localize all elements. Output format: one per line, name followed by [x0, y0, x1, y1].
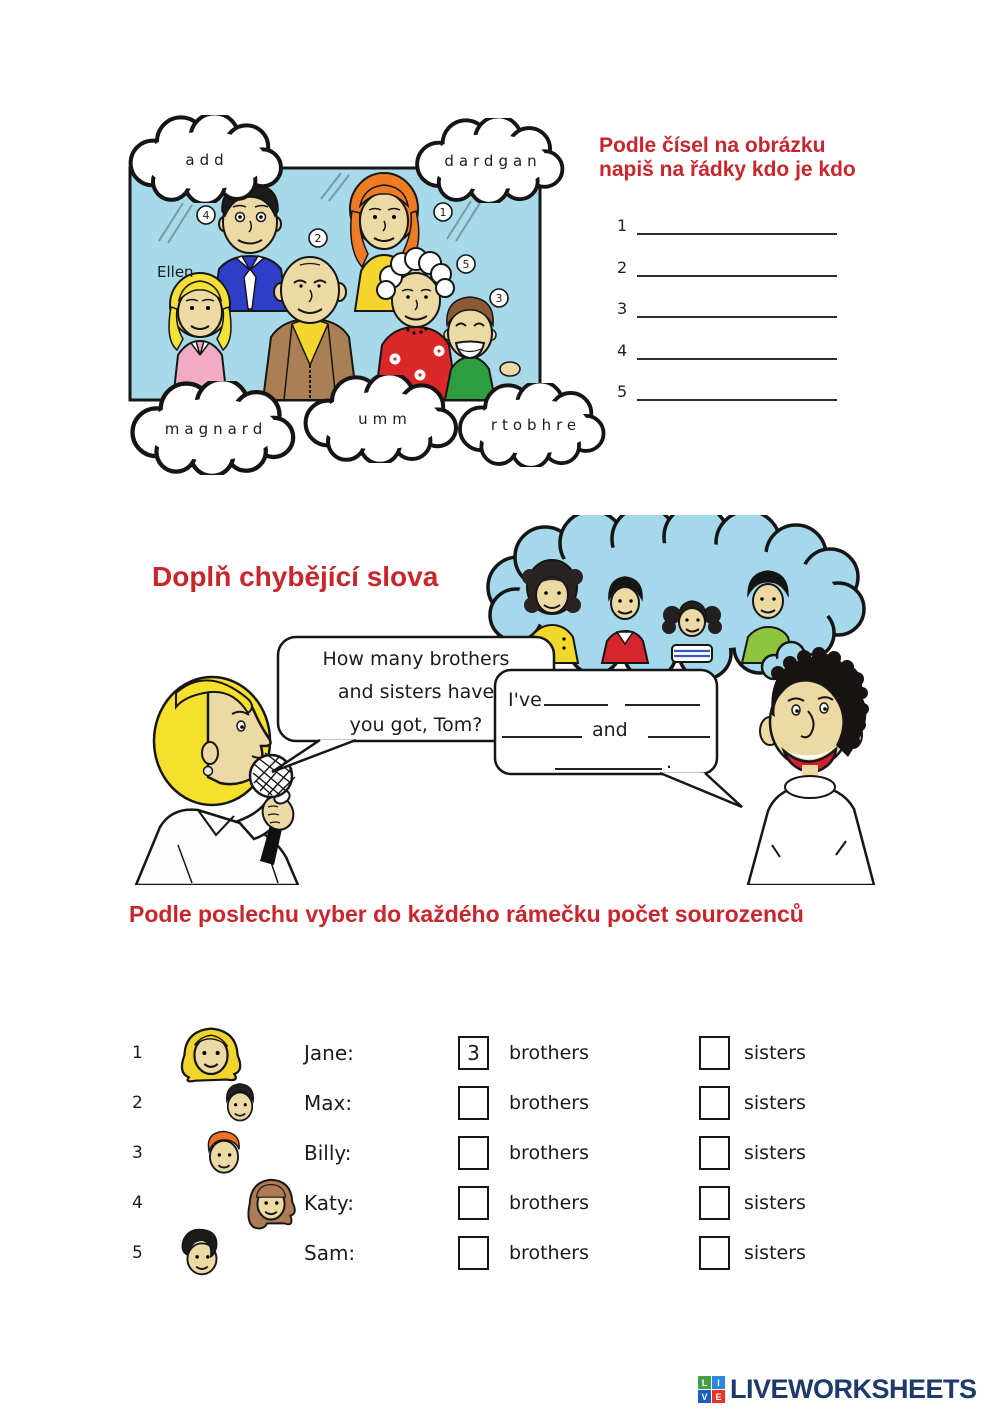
interview-illustration: [120, 515, 880, 885]
table-row-katy: [118, 1178, 898, 1228]
cloud-word-dardgan: dardgan: [444, 152, 542, 170]
answer-line-row-2: [617, 255, 837, 277]
ellen-figure: [169, 273, 231, 400]
sisters-count-box[interactable]: [699, 1236, 730, 1270]
cloud-word-umm: umm: [358, 410, 412, 428]
badge-number: 2: [314, 232, 322, 245]
answer-line-row-3: [617, 296, 837, 318]
question-line-1: How many brothers: [322, 648, 510, 670]
sisters-label: sisters: [744, 1042, 806, 1064]
family-photo-illustration: [115, 93, 627, 481]
table-row-jane: [118, 1028, 898, 1078]
listening-table: [118, 1028, 898, 1288]
row-number: 4: [132, 1193, 143, 1213]
sibling-sister-striped: [662, 601, 722, 662]
task2-heading: Doplň chybějící slova: [152, 561, 439, 592]
sam-face-icon: [170, 1223, 232, 1283]
answer-line-number: 2: [617, 258, 628, 277]
row-name: Jane:: [304, 1041, 354, 1065]
table-row-sam: [118, 1228, 898, 1278]
task1-instruction: [599, 134, 899, 182]
answer-line-blank-3[interactable]: [637, 296, 837, 318]
badge-number: 4: [202, 209, 210, 222]
sisters-count-box[interactable]: [699, 1036, 730, 1070]
sisters-label: sisters: [744, 1242, 806, 1264]
table-row-max: [118, 1078, 898, 1128]
brothers-count-box[interactable]: [458, 1086, 489, 1120]
answer-line-row-1: [617, 213, 837, 235]
brothers-label: brothers: [509, 1092, 589, 1114]
earring: [204, 767, 213, 776]
row-name: Sam:: [304, 1241, 356, 1265]
tom-figure: [748, 647, 874, 885]
answer-line-number: 1: [617, 216, 628, 235]
logo-letter: L: [698, 1376, 711, 1389]
answer-line-blank-4[interactable]: [637, 338, 837, 360]
answer-line-blank-1[interactable]: [637, 213, 837, 235]
logo-letter: I: [712, 1376, 725, 1389]
katy-face-icon: [240, 1173, 302, 1233]
row-number: 2: [132, 1093, 143, 1113]
row-name: Billy:: [304, 1141, 352, 1165]
logo-letter: V: [698, 1390, 711, 1403]
question-line-2: and sisters have: [337, 681, 495, 703]
sisters-label: sisters: [744, 1092, 806, 1114]
question-line-3: you got, Tom?: [349, 714, 483, 736]
sisters-count-box[interactable]: [699, 1136, 730, 1170]
answer-line-number: 3: [617, 299, 628, 318]
task1-instruction-line1: Podle čísel na obrázku: [599, 134, 826, 157]
badge-number: 3: [495, 292, 503, 305]
photo-label-ellen: Ellen: [157, 263, 194, 281]
sisters-label: sisters: [744, 1142, 806, 1164]
answer-line-number: 5: [617, 382, 628, 401]
logo-letter: E: [712, 1390, 725, 1403]
row-name: Katy:: [304, 1191, 354, 1215]
answer-line-blank-5[interactable]: [637, 379, 837, 401]
answer-bubble: [495, 670, 742, 807]
max-face-icon: [212, 1075, 268, 1131]
liveworksheets-logo-icon: [698, 1376, 725, 1403]
cloud-word-rtobhre: rtobhre: [490, 416, 582, 434]
answer-prefix: I've: [508, 689, 542, 711]
brothers-count-box[interactable]: [458, 1186, 489, 1220]
sisters-count-box[interactable]: [699, 1186, 730, 1220]
brothers-label: brothers: [509, 1242, 589, 1264]
answer-line-number: 4: [617, 341, 628, 360]
answer-line-blank-2[interactable]: [637, 255, 837, 277]
brothers-count-box[interactable]: [458, 1136, 489, 1170]
row-number: 5: [132, 1243, 143, 1263]
answer-line-row-5: [617, 379, 837, 401]
answer-line-row-4: [617, 338, 837, 360]
table-row-billy: [118, 1128, 898, 1178]
cloud-word-magnard: magnard: [164, 420, 268, 438]
badge-number: 5: [462, 258, 470, 271]
brothers-label: brothers: [509, 1142, 589, 1164]
badge-number: 1: [439, 206, 447, 219]
task3-heading: Podle poslechu vyber do každého rámečku počet sourozenců: [129, 901, 804, 927]
liveworksheets-footer: [698, 1374, 977, 1405]
row-name: Max:: [304, 1091, 353, 1115]
brothers-label: brothers: [509, 1192, 589, 1214]
brothers-count-box[interactable]: 3: [458, 1036, 489, 1070]
interviewer-figure: [136, 677, 299, 885]
answer-period: .: [666, 751, 673, 773]
cloud-word-add: add: [185, 151, 229, 169]
row-number: 1: [132, 1043, 143, 1063]
brothers-count-box[interactable]: [458, 1236, 489, 1270]
task1-instruction-line2: napiš na řádky kdo je kdo: [599, 158, 856, 181]
row-number: 3: [132, 1143, 143, 1163]
brothers-label: brothers: [509, 1042, 589, 1064]
answer-conjunction: and: [592, 719, 628, 741]
sisters-count-box[interactable]: [699, 1086, 730, 1120]
sisters-label: sisters: [744, 1192, 806, 1214]
liveworksheets-brand: LIVEWORKSHEETS: [730, 1374, 977, 1404]
